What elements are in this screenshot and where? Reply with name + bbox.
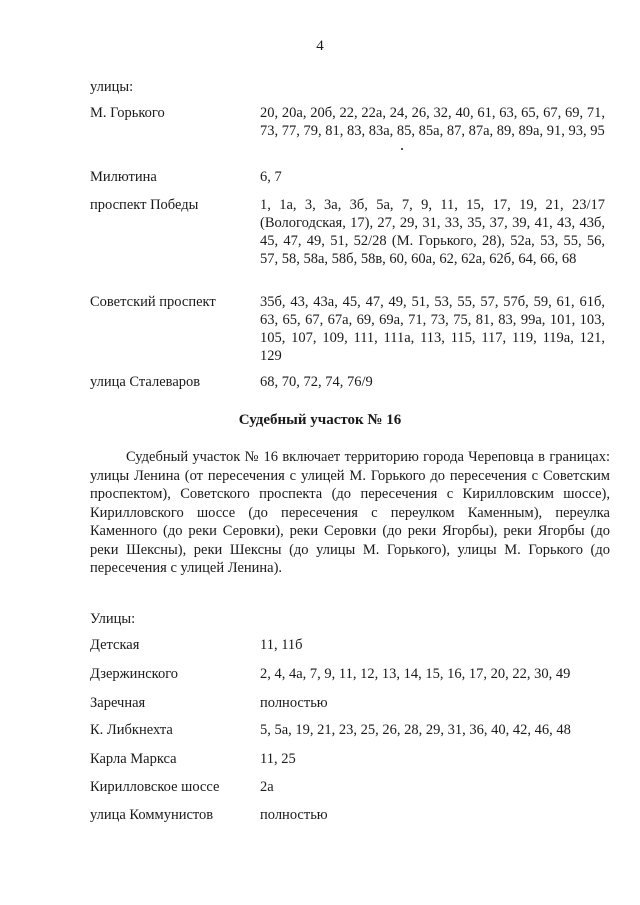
street-houses: 20, 20а, 20б, 22, 22а, 24, 26, 32, 40, 61, 63, 65, 67, 69, 71, 73, 77, 79, 81, 83, 83а, 85, 85а, 87, 87а, 89, 89а, 91, 93, 95 bbox=[260, 105, 605, 139]
street-houses: 5, 5а, 19, 21, 23, 25, 26, 28, 29, 31, 36, 40, 42, 46, 48 bbox=[260, 722, 571, 738]
street-houses: 68, 70, 72, 74, 76/9 bbox=[260, 374, 373, 390]
street-name: улица Сталеваров bbox=[90, 374, 201, 390]
street-name: Заречная bbox=[90, 695, 146, 711]
section-heading: Судебный участок № 16 bbox=[238, 412, 402, 428]
scan-mark bbox=[401, 148, 403, 150]
street-houses: полностью bbox=[260, 807, 328, 823]
street-name: Кирилловское шоссе bbox=[90, 779, 220, 795]
street-houses: 1, 1а, 3, 3а, 3б, 5а, 7, 9, 11, 15, 17, 19, 21, 23/17 (Вологодская, 17), 27, 29, 31, 33, 35, 37, 39, 41, 43, 43б, 45, 47, 49, 51, 52/28 (М. Горького, 28), 52а, 53, 55, 56, 57, 58, 58а, 58б, 58в, 60, 60а, 62, 62а, 62б, 64, 66, 68 bbox=[260, 197, 605, 267]
page-number: 4 bbox=[316, 38, 324, 54]
street-name: М. Горького bbox=[90, 105, 165, 121]
street-houses: 11, 25 bbox=[260, 751, 296, 767]
street-name: Советский проспект bbox=[90, 294, 216, 310]
section-paragraph: Судебный участок № 16 включает территорию города Череповца в границах: улицы Ленина (от пересечения с улицей М. Горького до пересечения с Советским проспектом), Советского проспекта (до пересечения с Кирилловским шоссе), Кирилловского шоссе (до пересечения с переулком Каменным), переулка Каменного (до реки Серовки), реки Серовки (до реки Ягорбы), реки Ягорбы (до реки Шексны), реки Шексны (до улицы М. Горького), улицы М. Горького (до пересечения с улицей Ленина). bbox=[90, 449, 610, 576]
street-name: проспект Победы bbox=[90, 197, 199, 213]
street-houses: 2а bbox=[260, 779, 274, 795]
streets-label: Улицы: bbox=[90, 611, 136, 627]
street-houses: 6, 7 bbox=[260, 169, 282, 185]
street-houses: полностью bbox=[260, 695, 328, 711]
street-name: К. Либкнехта bbox=[90, 722, 173, 738]
street-houses: 2, 4, 4а, 7, 9, 11, 12, 13, 14, 15, 16, 17, 20, 22, 30, 49 bbox=[260, 666, 571, 682]
intro-label: улицы: bbox=[90, 79, 134, 95]
street-name: Дзержинского bbox=[90, 666, 179, 682]
street-name: улица Коммунистов bbox=[90, 807, 214, 823]
street-name: Карла Маркса bbox=[90, 751, 177, 767]
street-name: Милютина bbox=[90, 169, 157, 185]
street-name: Детская bbox=[90, 637, 140, 653]
street-houses: 11, 11б bbox=[260, 637, 303, 653]
street-houses: 35б, 43, 43а, 45, 47, 49, 51, 53, 55, 57, 57б, 59, 61, 61б, 63, 65, 67, 67а, 69, 69а, 71, 73, 75, 81, 83, 99а, 101, 103, 105, 107, 109, 111, 111а, 113, 115, 117, 119, 119а, 121, 129 bbox=[260, 294, 605, 364]
